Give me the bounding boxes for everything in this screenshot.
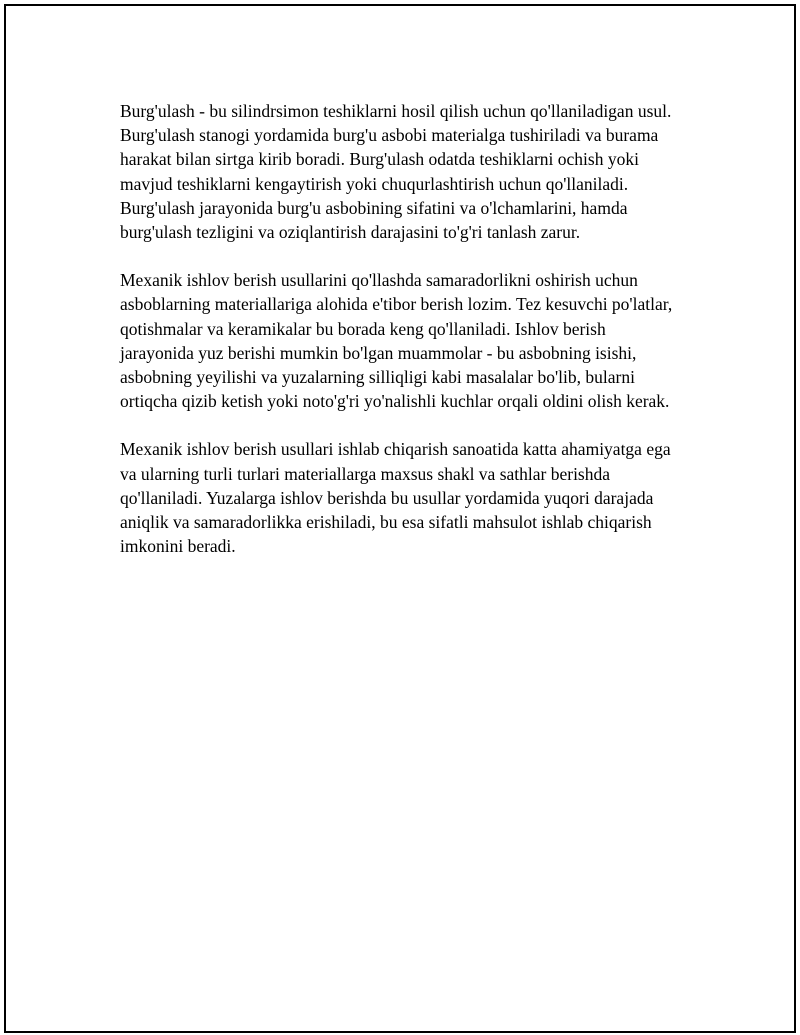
paragraph-machining-importance: Mexanik ishlov berish usullari ishlab chiqarish sanoatida katta ahamiyatga ega va ularning turli turlari materiallarga maxsus shakl va sathlar berishda qo'llaniladi. Yuzalarga ishlov berishda bu usullar yordamida yuqori darajada aniqlik va samaradorlikka erishiladi, bu esa sifatli mahsulot ishlab chiqarish imkonini beradi. bbox=[120, 439, 671, 557]
page-border bbox=[4, 4, 796, 1033]
document-body bbox=[120, 99, 680, 582]
paragraph-drilling: Burg'ulash - bu silindrsimon teshiklarni hosil qilish uchun qo'llaniladigan usul. Burg'ulash stanogi yordamida burg'u asbobi materialga tushiriladi va burama harakat bilan sirtga kirib boradi. Burg'ulash odatda teshiklarni ochish yoki mavjud teshiklarni kengaytirish yoki chuqurlashtirish uchun qo'llaniladi. Burg'ulash jarayonida burg'u asbobining sifatini va o'lchamlarini, hamda burg'ulash tezligini va oziqlantirish darajasini to'g'ri tanlash zarur. bbox=[120, 101, 672, 243]
paragraph-tool-materials: Mexanik ishlov berish usullarini qo'llashda samaradorlikni oshirish uchun asboblarning materiallariga alohida e'tibor berish lozim. Tez kesuvchi po'latlar, qotishmalar va keramikalar bu borada keng qo'llaniladi. Ishlov berish jarayonida yuz berishi mumkin bo'lgan muammolar - bu asbobning isishi, asbobning yeyilishi va yuzalarning silliqligi kabi masalalar bo'lib, bularni ortiqcha qizib ketish yoki noto'g'ri yo'nalishli kuchlar orqali oldini olish kerak. bbox=[120, 270, 673, 412]
